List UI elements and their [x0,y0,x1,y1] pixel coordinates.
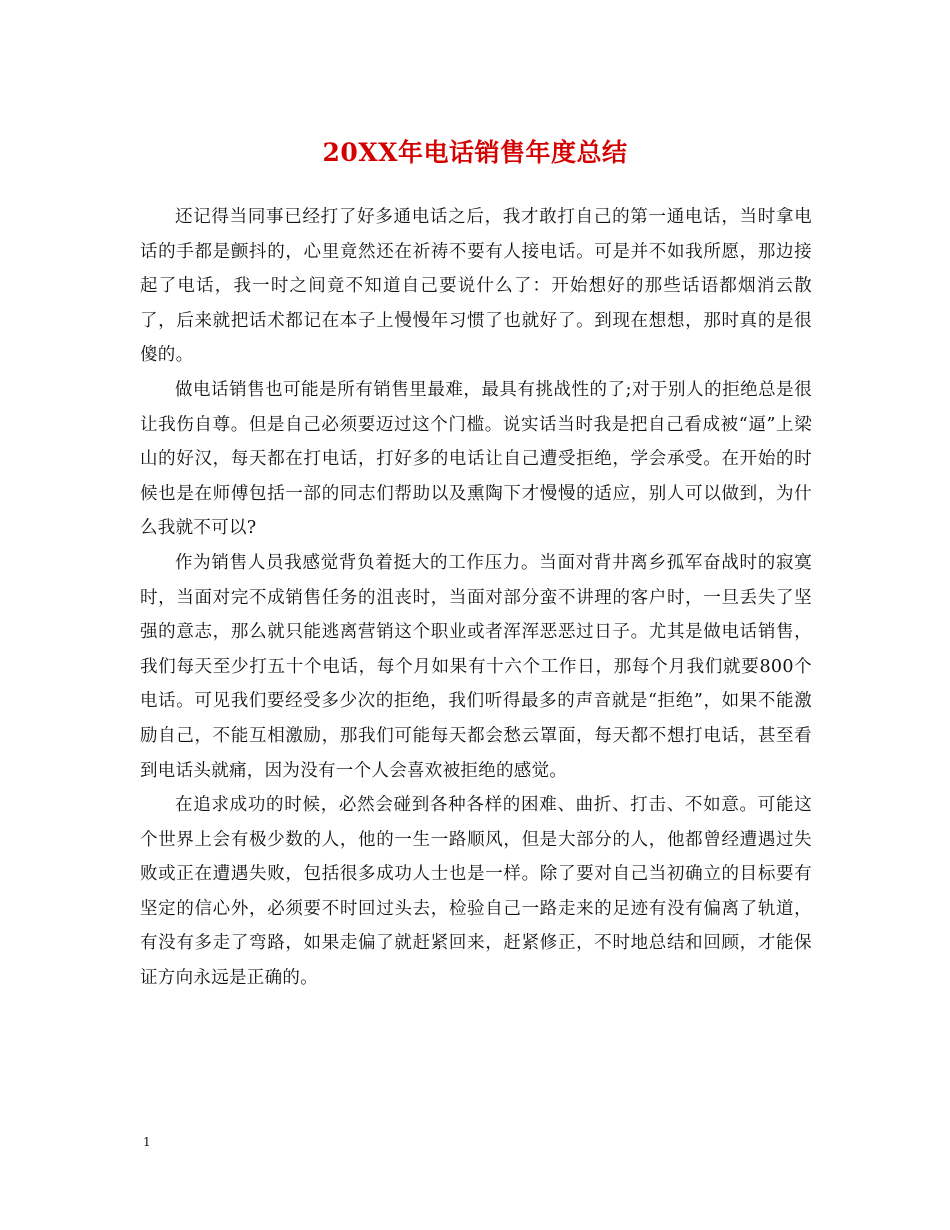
paragraph-3: 作为销售人员我感觉背负着挺大的工作压力。当面对背井离乡孤军奋战时的寂寞时，当面对完不成销售任务的沮丧时，当面对部分蛮不讲理的客户时，一旦丢失了坚强的意志，那么就只能逃离营销这个职业或者浑浑恶恶过日子。尤其是做电话销售，我们每天至少打五十个电话，每个月如果有十六个工作日，那每个月我们就要800个电话。可见我们要经受多少次的拒绝，我们听得最多的声音就是“拒绝”，如果不能激励自己，不能互相激励，那我们可能每天都会愁云罩面，每天都不想打电话，甚至看到电话头就痛，因为没有一个人会喜欢被拒绝的感觉。 [140,552,812,781]
paragraph-2: 做电话销售也可能是所有销售里最难，最具有挑战性的了;对于别人的拒绝总是很让我伤自尊。但是自己必须要迈过这个门槛。说实话当时我是把自己看成被“逼”上梁山的好汉，每天都在打电话，打好多的电话让自己遭受拒绝，学会承受。在开始的时候也是在师傅包括一部的同志们帮助以及熏陶下才慢慢的适应，别人可以做到，为什么我就不可以? [140,379,812,539]
document-body [140,200,812,996]
document-title: 20XX年电话销售年度总结 [322,138,628,167]
page-number: 1 [143,1135,151,1149]
paragraph-1: 还记得当同事已经打了好多通电话之后，我才敢打自己的第一通电话，当时拿电话的手都是颤抖的，心里竟然还在祈祷不要有人接电话。可是并不如我所愿，那边接起了电话，我一时之间竟不知道自己要说什么了：开始想好的那些话语都烟消云散了，后来就把话术都记在本子上慢慢年习惯了也就好了。到现在想想，那时真的是很傻的。 [140,207,812,366]
paragraph-4: 在追求成功的时候，必然会碰到各种各样的困难、曲折、打击、不如意。可能这个世界上会有极少数的人，他的一生一路顺风，但是大部分的人，他都曾经遭遇过失败或正在遭遇失败，包括很多成功人士也是一样。除了要对自己当初确立的目标要有坚定的信心外，必须要不时回过头去，检验自己一路走来的足迹有没有偏离了轨道，有没有多走了弯路，如果走偏了就赶紧回来，赶紧修正，不时地总结和回顾，才能保证方向永远是正确的。 [140,795,812,989]
